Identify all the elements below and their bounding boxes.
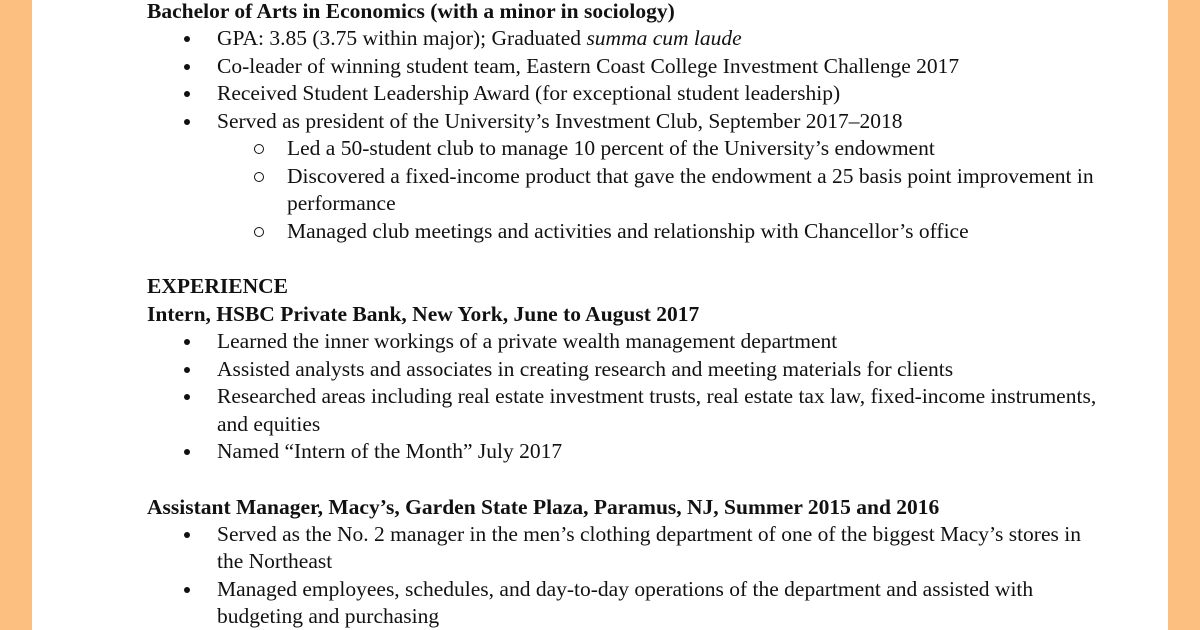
job-title: Assistant Manager, Macy’s, Garden State Plaza, Paramus, NJ, Summer 2015 and 2016 [147,494,940,519]
resume-content [147,0,1147,630]
job-bullet: Named “Intern of the Month” July 2017 [147,438,1147,466]
investment-club-sub-bullet: Discovered a fixed-income product that gave the endowment a 25 basis point improvement in performance [147,163,1147,218]
section-heading-experience: EXPERIENCE [147,274,288,298]
education-bullet: GPA: 3.85 (3.75 within major); Graduated summa cum laude [147,25,1147,53]
education-bullet: Co-leader of winning student team, Eastern Coast College Investment Challenge 2017 [147,53,1147,81]
investment-club-sub-bullet: Managed club meetings and activities and relationship with Chancellor’s office [147,218,1147,246]
investment-club-sub-bullet: Led a 50-student club to manage 10 percent of the University’s endowment [147,135,1147,163]
education-bullet-list [147,25,1147,245]
job-bullet-list [147,328,1147,466]
job-bullet: Served as the No. 2 manager in the men’s clothing department of one of the biggest Macy’s stores in the Northeast [147,521,1147,576]
resume-page [32,0,1168,630]
job-bullet-list [147,521,1147,630]
job-bullet: Assisted analysts and associates in creating research and meeting materials for clients [147,356,1147,384]
degree-title: Bachelor of Arts in Economics (with a minor in sociology) [147,0,675,23]
job-title: Intern, HSBC Private Bank, New York, June to August 2017 [147,302,700,326]
education-bullet: Received Student Leadership Award (for exceptional student leadership) [147,80,1147,108]
job-bullet: Researched areas including real estate investment trusts, real estate tax law, fixed-income instruments, and equities [147,383,1147,438]
job-bullet: Managed employees, schedules, and day-to-day operations of the department and assisted with budgeting and purchasing [147,576,1147,630]
honors-text: summa cum laude [586,26,742,50]
job-bullet: Learned the inner workings of a private wealth management department [147,328,1147,356]
education-bullet: Served as president of the University’s Investment Club, September 2017–2018 [147,108,1147,136]
